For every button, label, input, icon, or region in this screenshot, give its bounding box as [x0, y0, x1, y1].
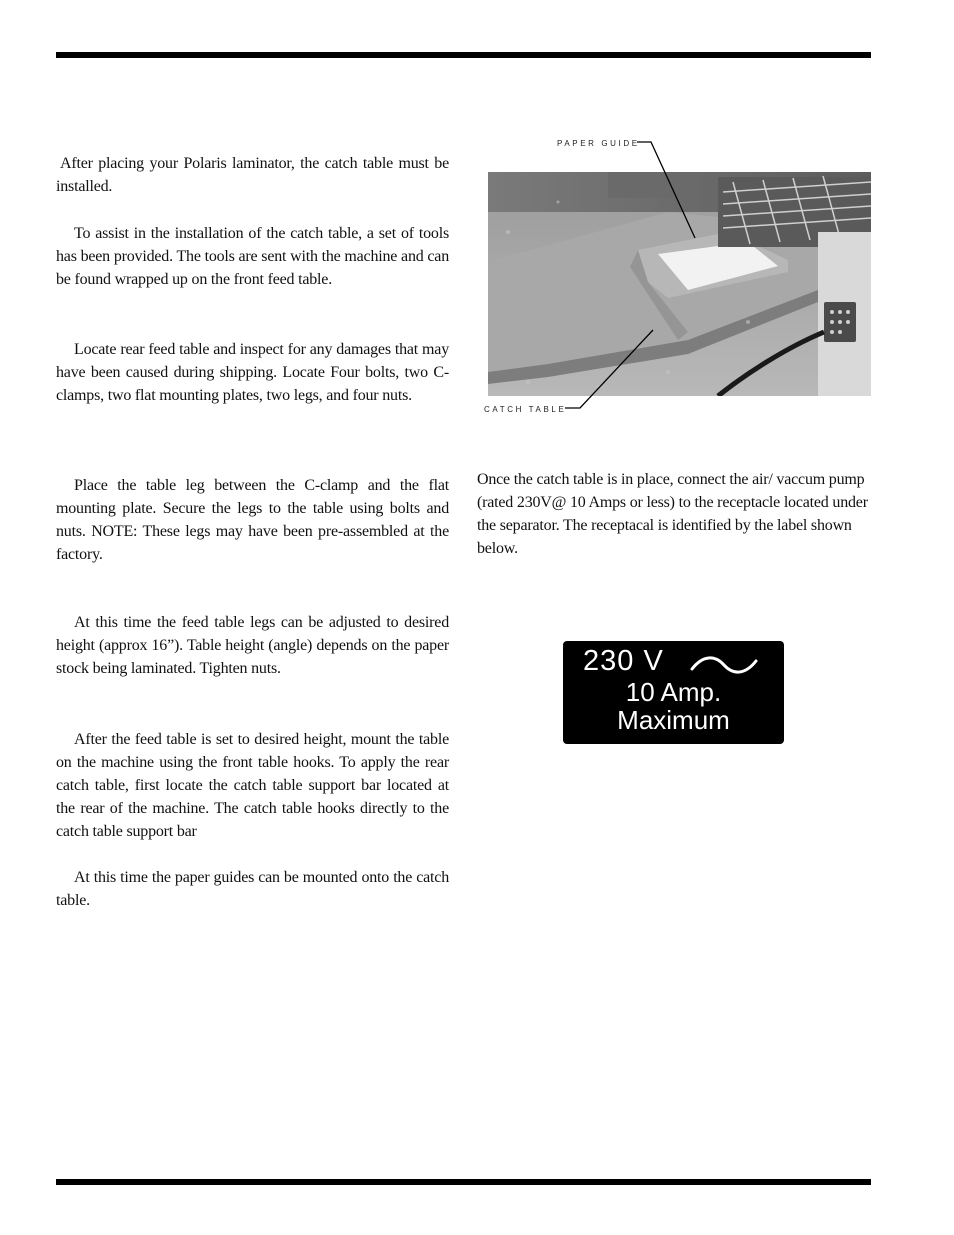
label-maximum: Maximum: [617, 705, 730, 735]
callout-paper-guide: PAPER GUIDE: [557, 139, 640, 148]
label-voltage: 230 V: [583, 645, 664, 677]
bottom-rule: [56, 1179, 871, 1185]
receptacle-label: [563, 641, 784, 744]
label-amperage: 10 Amp.: [625, 677, 722, 707]
top-rule: [56, 52, 871, 58]
paragraph-locate-parts: Locate rear feed table and inspect for any damages that may have been caused during shipping. Locate Four bolts, two C-clamps, two flat mounting plates, two legs, and four nuts.: [56, 341, 449, 404]
paragraph-paper-guides: At this time the paper guides can be mounted onto the catch table.: [56, 869, 449, 909]
paragraph-tools: To assist in the installation of the catch table, a set of tools has been provided. The tools are sent with the machine and can be found wrapped up on the front feed table.: [56, 225, 449, 288]
paragraph-legs: Place the table leg between the C-clamp and the flat mounting plate. Secure the legs to the table using bolts and nuts. NOTE: These legs may have been pre-assembled at the factory.: [56, 477, 449, 563]
paragraph-air-pump: Once the catch table is in place, connect the air/ vaccum pump (rated 230V@ 10 Amps or less) to the receptacle located under the separator. The receptacal is identified by the label shown below.: [477, 471, 868, 557]
catch-table-photo-drawing: [488, 172, 871, 396]
callout-catch-table: CATCH TABLE: [484, 405, 567, 414]
paragraph-intro: After placing your Polaris laminator, the catch table must be installed.: [56, 155, 449, 195]
paragraph-mount-table: After the feed table is set to desired height, mount the table on the machine using the front table hooks. To apply the rear catch table, first locate the catch table support bar located at the rear of the machine. The catch table hooks directly to the catch table support bar: [56, 731, 449, 840]
catch-table-photo: [488, 172, 871, 396]
paragraph-adjust-height: At this time the feed table legs can be adjusted to desired height (approx 16”). Table height (angle) depends on the paper stock being laminated. Tighten nuts.: [56, 614, 449, 677]
